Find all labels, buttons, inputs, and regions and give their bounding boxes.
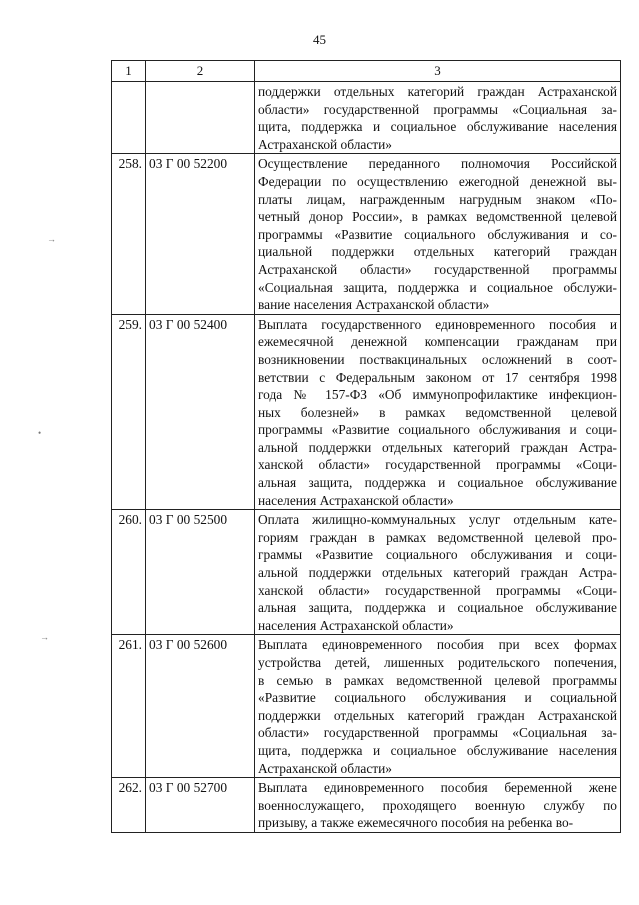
description-line: устройства детей, лишенных родительского попечения,	[258, 655, 617, 670]
description-line: «Социальная защита, поддержка и социальное обслужи-	[258, 279, 617, 295]
row-number	[112, 82, 146, 154]
budget-code: 03 Г 00 52600	[146, 635, 255, 778]
description-line: программы «Развитие социального обслуживания и со-	[258, 226, 617, 242]
description-line: возникновении поствакцинальных осложнений в соот-	[258, 351, 617, 367]
table-row	[112, 154, 621, 314]
table-row	[112, 635, 621, 778]
description-line: Астраханской области»	[258, 760, 392, 776]
description-line: ных болезней» в рамках ведомственной целевой	[258, 404, 617, 420]
description-line: программы «Развитие социального обслуживания и соци-	[258, 422, 617, 438]
description-line: ветствии с Федеральным законом от 17 сентября 1998	[258, 369, 617, 385]
row-number: 259.	[112, 314, 146, 510]
row-number: 261.	[112, 635, 146, 778]
row-number: 258.	[112, 154, 146, 314]
description-line: четный донор России», в рамках ведомственной целевой	[258, 209, 617, 225]
description-cell	[255, 778, 621, 833]
table-row	[112, 510, 621, 635]
budget-code: 03 Г 00 52400	[146, 314, 255, 510]
budget-code	[146, 82, 255, 154]
description-line: поддержки отдельных категорий граждан Астраханской	[258, 707, 617, 723]
table-row	[112, 82, 621, 154]
description-line: щита, поддержка и социальное обслуживание населения	[258, 742, 617, 758]
description-line: населения Астраханской области»	[258, 492, 454, 508]
description-line: военнослужащего, проходящего военную службу по	[258, 797, 617, 813]
description-cell	[255, 635, 621, 778]
description-line: Федерации по осуществлению ежегодной денежной вы-	[258, 173, 617, 189]
page-number: 45	[313, 32, 326, 47]
description-line: населения Астраханской области»	[258, 617, 454, 633]
description-line: Осуществление переданного полномочия Российской	[258, 156, 617, 172]
description-line: щита, поддержка и социальное обслуживание населения	[258, 119, 617, 135]
description-line: Астраханской области» государственной программы	[258, 261, 617, 277]
description-line: Выплата единовременного пособия при всех формах	[258, 637, 617, 653]
description-line: «Развитие социального обслуживания и социальной	[258, 690, 617, 706]
description-line: года № 157-ФЗ «Об иммунопрофилактике инфекцион-	[258, 387, 617, 403]
row-number: 260.	[112, 510, 146, 635]
margin-mark: →	[40, 632, 49, 642]
description-line: поддержки отдельных категорий граждан Астраханской	[258, 84, 617, 99]
row-number: 262.	[112, 778, 146, 833]
table-row	[112, 314, 621, 510]
description-line: призыву, а также ежемесячного пособия на ребенка во-	[258, 815, 574, 831]
description-line: альной поддержки отдельных категорий граждан Астра-	[258, 439, 617, 455]
description-line: Оплата жилищно-коммунальных услуг отдельным кате-	[258, 512, 617, 528]
description-line: Выплата единовременного пособия беременной жене	[258, 780, 617, 796]
description-line: области» государственной программы «Социальная за-	[258, 725, 617, 741]
budget-code: 03 Г 00 52500	[146, 510, 255, 635]
column-header: 2	[146, 61, 255, 82]
description-cell	[255, 154, 621, 314]
description-line: Выплата государственного единовременного пособия и	[258, 316, 617, 332]
description-line: ежемесячной денежной компенсации гражданам при	[258, 334, 617, 350]
margin-mark: •	[38, 428, 42, 438]
description-line: вание населения Астраханской области»	[258, 297, 490, 313]
description-cell	[255, 314, 621, 510]
budget-code: 03 Г 00 52200	[146, 154, 255, 314]
column-header: 3	[255, 61, 621, 82]
table-row	[112, 778, 621, 833]
description-line: Астраханской области»	[258, 136, 392, 152]
description-cell	[255, 510, 621, 635]
column-header: 1	[112, 61, 146, 82]
description-line: альная защита, поддержка и социальное обслуживание	[258, 475, 617, 491]
description-line: альной поддержки отдельных категорий граждан Астра-	[258, 565, 617, 581]
description-cell	[255, 82, 621, 154]
budget-code: 03 Г 00 52700	[146, 778, 255, 833]
description-line: в семью в рамках ведомственной целевой программы	[258, 672, 617, 688]
description-line: граммы «Развитие социального обслуживания и соци-	[258, 547, 617, 563]
margin-mark: →	[47, 234, 56, 244]
description-line: альная защита, поддержка и социальное обслуживание	[258, 600, 617, 616]
classification-table	[111, 60, 621, 833]
description-line: ханской области» государственной программы «Соци-	[258, 457, 617, 473]
description-line: ханской области» государственной программы «Соци-	[258, 582, 617, 598]
description-line: гориям граждан в рамках ведомственной целевой про-	[258, 529, 617, 545]
description-line: области» государственной программы «Социальная за-	[258, 101, 617, 117]
table-header-row	[112, 61, 621, 82]
description-line: платы лицам, награжденным нагрудным знаком «По-	[258, 191, 617, 207]
description-line: циальной поддержки отдельных категорий граждан	[258, 244, 617, 260]
